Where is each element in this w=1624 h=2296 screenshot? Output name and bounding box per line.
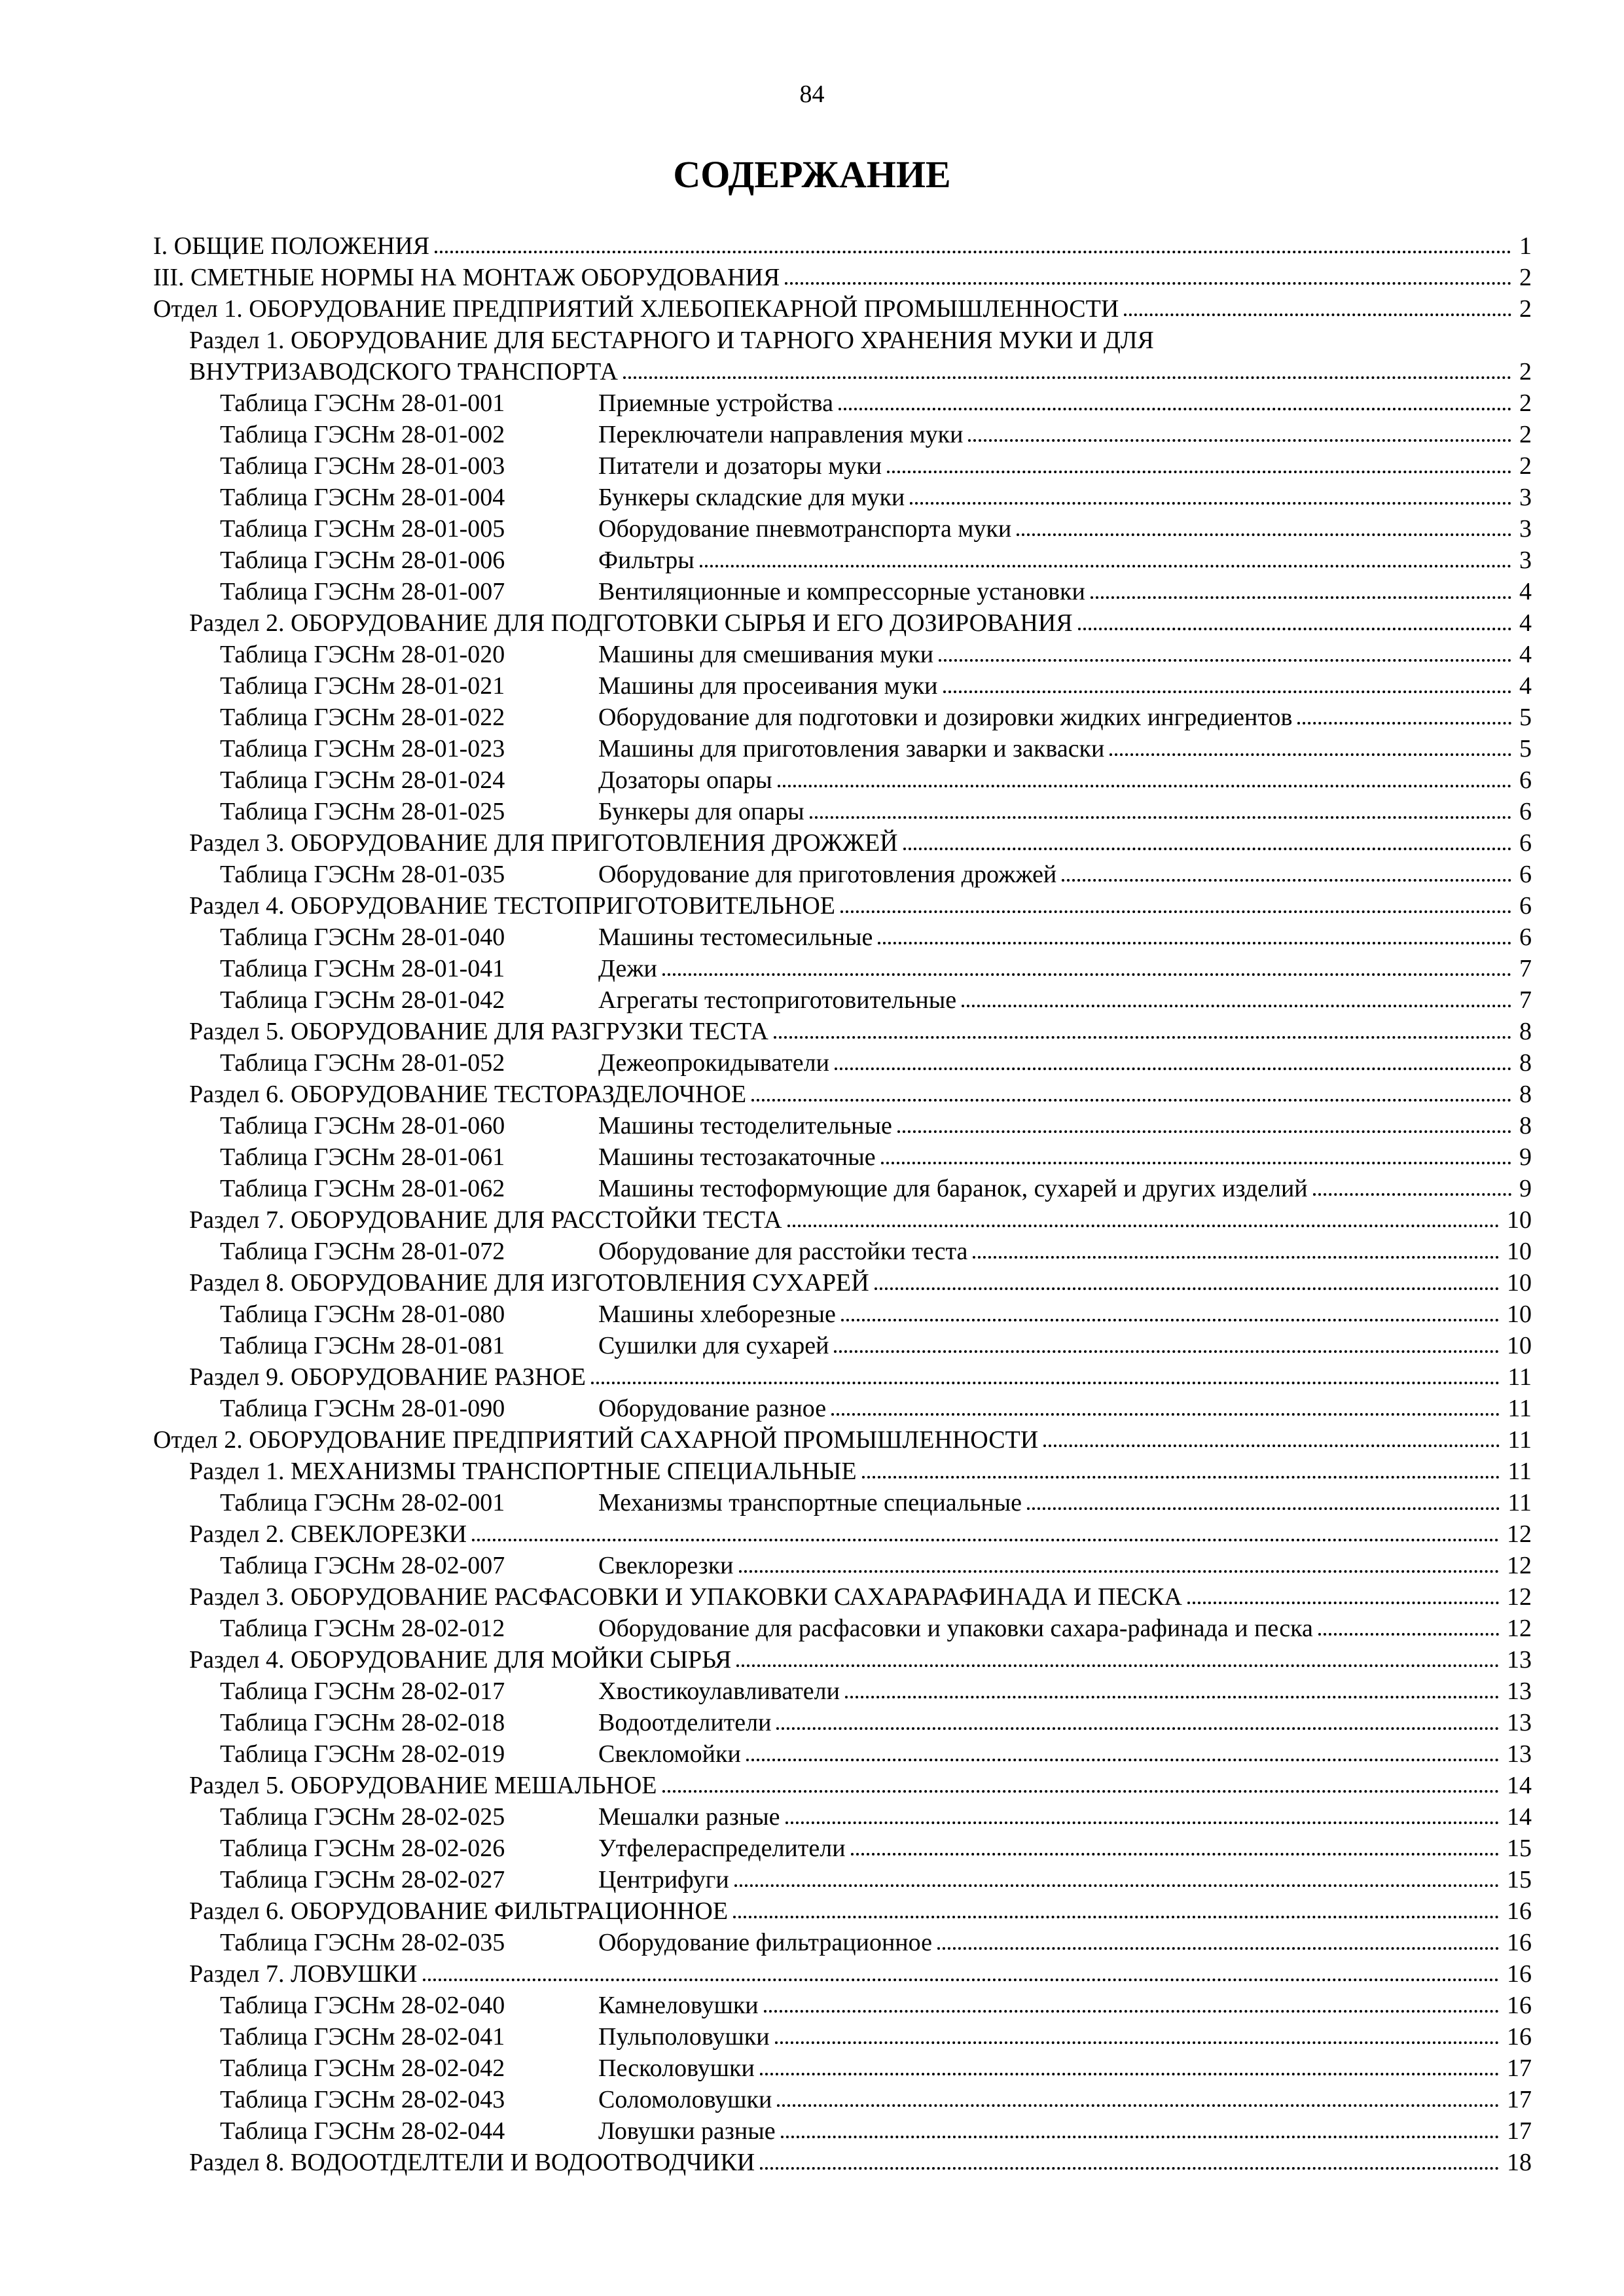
dot-leader [700,565,1511,567]
toc-entry-title: Машины тестомесильные [598,924,873,951]
toc-page-number: 13 [1507,1709,1532,1736]
dot-leader [910,502,1511,505]
dot-leader [739,1570,1500,1573]
toc-entry-title: Камнеловушки [598,1992,759,2019]
toc-table-entry[interactable] [153,419,1532,450]
toc-entry-title: Фильтры [598,547,695,574]
toc-page-number: 5 [1519,704,1532,731]
toc-section-entry[interactable] [153,1204,1532,1236]
dot-leader [973,1256,1499,1259]
toc-entry-title: Раздел 4. ОБОРУДОВАНИЕ ДЛЯ МОЙКИ СЫРЬЯ [189,1646,732,1674]
dot-leader [887,471,1511,473]
dot-leader [778,785,1511,787]
toc-entry-title: Бункеры для опары [598,798,804,825]
toc-entry-title: I. ОБЩИЕ ПОЛОЖЕНИЯ [153,232,430,260]
dot-leader [839,408,1511,410]
toc-entry-title: Оборудование для подготовки и дозировки жидких ингредиентов [598,704,1293,731]
toc-page-number: 2 [1519,389,1532,417]
toc-table-entry[interactable] [153,639,1532,670]
toc-table-code: Таблица ГЭСНм 28-02-007 [220,1552,505,1579]
dot-leader [662,973,1511,976]
toc-table-code: Таблица ГЭСНм 28-01-003 [220,452,505,480]
toc-table-entry[interactable] [153,670,1532,702]
toc-page-number: 6 [1519,861,1532,888]
dot-leader [734,1884,1499,1887]
dot-leader [787,1225,1499,1227]
toc-table-entry[interactable] [153,1173,1532,1204]
toc-table-code: Таблица ГЭСНм 28-01-060 [220,1112,505,1139]
toc-page-number: 2 [1519,295,1532,323]
toc-table-entry[interactable] [153,1047,1532,1079]
toc-division-entry[interactable] [153,230,1532,262]
toc-page-number: 13 [1507,1740,1532,1768]
toc-page-number: 5 [1519,735,1532,762]
toc-table-code: Таблица ГЭСНм 28-02-043 [220,2086,505,2113]
toc-table-entry[interactable] [153,1110,1532,1141]
toc-table-code: Таблица ГЭСНм 28-01-002 [220,421,505,448]
dot-leader [623,376,1511,379]
dot-leader [831,1413,1500,1416]
toc-entry-title: Машины для просеивания муки [598,672,938,700]
dot-leader [733,1916,1499,1918]
toc-table-code: Таблица ГЭСНм 28-02-040 [220,1992,505,2019]
dot-leader [1297,722,1511,725]
toc-entry-title: Отдел 2. ОБОРУДОВАНИЕ ПРЕДПРИЯТИЙ САХАРНОЙ ПРОМЫШЛЕННОСТИ [153,1426,1039,1454]
toc-page-number: 10 [1507,1206,1532,1234]
toc-table-entry[interactable] [153,953,1532,984]
toc-section-entry[interactable] [153,827,1532,859]
toc-section-entry[interactable] [153,1518,1532,1550]
toc-table-code: Таблица ГЭСНм 28-01-005 [220,515,505,543]
toc-entry-title: Агрегаты тестоприготовительные [598,986,957,1014]
toc-page-number: 8 [1519,1112,1532,1139]
toc-table-code: Таблица ГЭСНм 28-02-012 [220,1615,505,1642]
toc-table-entry[interactable] [153,1236,1532,1267]
toc-table-entry[interactable] [153,513,1532,545]
toc-entry-title: Машины для приготовления заварки и закваски [598,735,1105,762]
toc-table-code: Таблица ГЭСНм 28-01-001 [220,389,505,417]
toc-table-entry[interactable] [153,450,1532,482]
toc-table-entry[interactable] [153,1550,1532,1581]
toc-table-entry[interactable] [153,733,1532,764]
dot-leader [834,1350,1499,1353]
toc-table-code: Таблица ГЭСНм 28-01-041 [220,955,505,982]
dot-leader [775,2041,1499,2044]
toc-table-code: Таблица ГЭСНм 28-01-025 [220,798,505,825]
dot-leader [840,910,1511,913]
toc-page-number: 7 [1519,986,1532,1014]
toc-page-number: 8 [1519,1018,1532,1045]
dot-leader [845,1696,1499,1698]
toc-table-entry[interactable] [153,984,1532,1016]
toc-page-number: 16 [1507,1960,1532,1988]
toc-page-number: 2 [1519,421,1532,448]
dot-leader [835,1067,1511,1070]
toc-division-entry[interactable] [153,1424,1532,1456]
toc-section-entry[interactable] [153,607,1532,639]
toc-table-entry[interactable] [153,702,1532,733]
toc-section-entry[interactable] [153,1581,1532,1613]
toc-page-number: 3 [1519,484,1532,511]
toc-table-code: Таблица ГЭСНм 28-01-024 [220,766,505,794]
toc-table-code: Таблица ГЭСНм 28-02-018 [220,1709,505,1736]
toc-entry-title: Водоотделители [598,1709,772,1736]
toc-table-entry[interactable] [153,922,1532,953]
toc-table-entry[interactable] [153,1487,1532,1518]
toc-entry-title: Раздел 2. СВЕКЛОРЕЗКИ [189,1520,467,1548]
toc-table-code: Таблица ГЭСНм 28-01-042 [220,986,505,1014]
dot-leader [777,2104,1499,2107]
toc-table-code: Таблица ГЭСНм 28-01-006 [220,547,505,574]
toc-entry-title: Машины для смешивания муки [598,641,934,668]
toc-entry-title: Раздел 9. ОБОРУДОВАНИЕ РАЗНОЕ [189,1363,586,1391]
toc-table-entry[interactable] [153,859,1532,890]
toc-table-code: Таблица ГЭСНм 28-01-081 [220,1332,505,1359]
toc-entry-title: Бункеры складские для муки [598,484,905,511]
toc-page-number: 2 [1519,358,1532,386]
toc-table-entry[interactable] [153,764,1532,796]
dot-leader [760,2073,1499,2075]
toc-page-number: 8 [1519,1081,1532,1108]
toc-table-entry[interactable] [153,1990,1532,2021]
toc-entry-title: Соломоловушки [598,2086,772,2113]
dot-leader [939,659,1511,662]
toc-entry-title: Дежи [598,955,657,982]
toc-table-code: Таблица ГЭСНм 28-01-007 [220,578,505,605]
toc-entry-title: Машины тестоформующие для баранок, сухарей и других изделий [598,1175,1308,1202]
toc-page-number: 17 [1507,2054,1532,2082]
dot-leader [1027,1507,1500,1510]
toc-table-code: Таблица ГЭСНм 28-01-072 [220,1238,505,1265]
dot-leader [1078,628,1511,630]
toc-section-entry[interactable] [153,2147,1532,2178]
toc-table-entry[interactable] [153,1613,1532,1644]
toc-table-entry[interactable] [153,1330,1532,1361]
toc-table-code: Таблица ГЭСНм 28-02-017 [220,1677,505,1705]
toc-entry-title: Раздел 4. ОБОРУДОВАНИЕ ТЕСТОПРИГОТОВИТЕЛЬНОЕ [189,892,835,920]
toc-page-number: 1 [1519,232,1532,260]
toc-table-entry[interactable] [153,796,1532,827]
toc-division-entry[interactable] [153,293,1532,325]
dot-leader [881,1162,1511,1164]
toc-section-entry[interactable] [153,1079,1532,1110]
toc-page-number: 12 [1507,1520,1532,1548]
toc-entry-title: Раздел 5. ОБОРУДОВАНИЕ ДЛЯ РАЗГРУЗКИ ТЕСТА [189,1018,768,1045]
dot-leader [751,1099,1511,1102]
dot-leader [760,2167,1499,2170]
toc-page-number: 3 [1519,515,1532,543]
toc-page-number: 16 [1507,2023,1532,2051]
toc-entry-title: Раздел 1. МЕХАНИЗМЫ ТРАНСПОРТНЫЕ СПЕЦИАЛЬНЫЕ [189,1458,857,1485]
toc-table-code: Таблица ГЭСНм 28-01-040 [220,924,505,951]
dot-leader [1187,1602,1499,1604]
page-title: СОДЕРЖАНИЕ [673,153,951,196]
toc-table-entry[interactable] [153,2084,1532,2115]
toc-table-code: Таблица ГЭСНм 28-01-022 [220,704,505,731]
toc-table-entry[interactable] [153,1676,1532,1707]
toc-entry-title: Утфелераспределители [598,1835,846,1862]
toc-entry-title: Раздел 7. ОБОРУДОВАНИЕ ДЛЯ РАССТОЙКИ ТЕСТА [189,1206,782,1234]
toc-entry-title: Мешалки разные [598,1803,780,1831]
toc-table-code: Таблица ГЭСНм 28-01-004 [220,484,505,511]
toc-table-code: Таблица ГЭСНм 28-01-061 [220,1143,505,1171]
toc-section-entry[interactable] [153,1644,1532,1676]
toc-entry-title: Питатели и дозаторы муки [598,452,882,480]
toc-table-code: Таблица ГЭСНм 28-02-035 [220,1929,505,1956]
toc-section-entry[interactable] [153,1016,1532,1047]
toc-section-entry[interactable] [153,1770,1532,1801]
toc-table-entry[interactable] [153,1707,1532,1738]
toc-page-number: 2 [1519,452,1532,480]
toc-page-number: 4 [1519,641,1532,668]
toc-page-number: 16 [1507,1929,1532,1956]
toc-table-code: Таблица ГЭСНм 28-01-020 [220,641,505,668]
dot-leader [1017,533,1511,536]
dot-leader [423,1979,1500,1981]
toc-division-entry[interactable] [153,262,1532,293]
page-number: 84 [799,81,825,108]
dot-leader [851,1853,1499,1856]
table-of-contents [153,230,1532,2178]
toc-page-number: 17 [1507,2117,1532,2145]
dot-leader [962,1005,1511,1007]
dot-leader [937,1947,1499,1950]
toc-entry-title: Раздел 1. ОБОРУДОВАНИЕ ДЛЯ БЕСТАРНОГО И ТАРНОГО ХРАНЕНИЯ МУКИ И ДЛЯ ВНУТРИЗАВОДСКОГО ТРАНСПОРТА [189,327,1154,386]
toc-entry-title: Оборудование фильтрационное [598,1929,932,1956]
toc-entry-title: Хвостикоулавливатели [598,1677,840,1705]
toc-page-number: 15 [1507,1866,1532,1893]
toc-page-number: 6 [1519,829,1532,857]
dot-leader [435,251,1511,253]
toc-section-entry[interactable] [153,1895,1532,1927]
toc-table-entry[interactable] [153,1141,1532,1173]
toc-entry-title: III. СМЕТНЫЕ НОРМЫ НА МОНТАЖ ОБОРУДОВАНИЯ [153,264,780,291]
toc-entry-title: Оборудование для приготовления дрожжей [598,861,1057,888]
toc-entry-title: Вентиляционные и компрессорные установки [598,578,1085,605]
toc-page-number: 11 [1507,1363,1532,1391]
toc-table-code: Таблица ГЭСНм 28-01-062 [220,1175,505,1202]
dot-leader [776,1727,1499,1730]
toc-entry-title: Раздел 2. ОБОРУДОВАНИЕ ДЛЯ ПОДГОТОВКИ СЫРЬЯ И ЕГО ДОЗИРОВАНИЯ [189,609,1073,637]
toc-page-number: 9 [1519,1143,1532,1171]
toc-entry-title: Оборудование пневмотранспорта муки [598,515,1012,543]
toc-entry-title: Раздел 5. ОБОРУДОВАНИЕ МЕШАЛЬНОЕ [189,1772,657,1799]
toc-entry-title: Машины тестоделительные [598,1112,892,1139]
toc-section-entry[interactable] [153,1958,1532,1990]
toc-page-number: 6 [1519,924,1532,951]
toc-page-number: 12 [1507,1583,1532,1611]
toc-section-entry[interactable] [153,1267,1532,1299]
dot-leader [1318,1633,1499,1636]
toc-page-number: 11 [1507,1395,1532,1422]
dot-leader [591,1382,1500,1384]
toc-table-entry[interactable] [153,1927,1532,1958]
dot-leader [841,1319,1499,1321]
dot-leader [774,1036,1511,1039]
toc-page-number: 11 [1507,1426,1532,1454]
toc-table-code: Таблица ГЭСНм 28-02-026 [220,1835,505,1862]
toc-page-number: 6 [1519,892,1532,920]
dot-leader [781,2136,1499,2138]
toc-entry-title: Оборудование разное [598,1395,827,1422]
toc-page-number: 7 [1519,955,1532,982]
toc-page-number: 17 [1507,2086,1532,2113]
toc-table-entry[interactable] [153,1393,1532,1424]
toc-entry-title: Пульполовушки [598,2023,770,2051]
toc-page-number: 13 [1507,1677,1532,1705]
toc-page-number: 13 [1507,1646,1532,1674]
toc-table-code: Таблица ГЭСНм 28-02-027 [220,1866,505,1893]
toc-table-code: Таблица ГЭСНм 28-02-044 [220,2117,505,2145]
toc-page-number: 12 [1507,1615,1532,1642]
toc-entry-title: Свекломойки [598,1740,741,1768]
toc-entry-title: Отдел 1. ОБОРУДОВАНИЕ ПРЕДПРИЯТИЙ ХЛЕБОПЕКАРНОЙ ПРОМЫШЛЕННОСТИ [153,295,1119,323]
toc-entry-title: Центрифуги [598,1866,729,1893]
toc-page-number: 9 [1519,1175,1532,1202]
toc-entry-title: Дежеопрокидыватели [598,1049,829,1077]
toc-page-number: 11 [1507,1458,1532,1485]
toc-page-number: 10 [1507,1300,1532,1328]
toc-entry-title: Раздел 8. ОБОРУДОВАНИЕ ДЛЯ ИЗГОТОВЛЕНИЯ СУХАРЕЙ [189,1269,869,1297]
toc-section-entry[interactable] [153,1361,1532,1393]
dot-leader [903,848,1511,850]
toc-table-entry[interactable] [153,1738,1532,1770]
toc-table-code: Таблица ГЭСНм 28-01-035 [220,861,505,888]
dot-leader [662,1790,1499,1793]
dot-leader [897,1130,1511,1133]
toc-entry-title: Механизмы транспортные специальные [598,1489,1022,1516]
dot-leader [1313,1193,1511,1196]
dot-leader [472,1539,1499,1541]
toc-entry-title: Раздел 3. ОБОРУДОВАНИЕ РАСФАСОВКИ И УПАКОВКИ САХАРАРАФИНАДА И ПЕСКА [189,1583,1182,1611]
toc-entry-title: Приемные устройства [598,389,833,417]
dot-leader [1110,753,1511,756]
dot-leader [878,942,1511,944]
toc-section-entry[interactable] [153,1456,1532,1487]
toc-table-entry[interactable] [153,545,1532,576]
toc-table-entry[interactable] [153,1864,1532,1895]
toc-table-entry[interactable] [153,2021,1532,2053]
dot-leader [862,1476,1500,1479]
toc-table-entry[interactable] [153,576,1532,607]
toc-page-number: 6 [1519,766,1532,794]
toc-page-number: 10 [1507,1269,1532,1297]
toc-page-number: 12 [1507,1552,1532,1579]
toc-page-number: 3 [1519,547,1532,574]
dot-leader [810,816,1511,819]
toc-table-code: Таблица ГЭСНм 28-02-025 [220,1803,505,1831]
toc-page-number: 16 [1507,1992,1532,2019]
toc-table-entry[interactable] [153,387,1532,419]
toc-table-code: Таблица ГЭСНм 28-01-023 [220,735,505,762]
dot-leader [785,282,1511,285]
toc-page-number: 18 [1507,2149,1532,2176]
dot-leader [736,1664,1499,1667]
toc-entry-title: Машины тестозакаточные [598,1143,876,1171]
dot-leader [1043,1444,1500,1447]
toc-table-code: Таблица ГЭСНм 28-01-021 [220,672,505,700]
toc-page-number: 14 [1507,1772,1532,1799]
toc-page-number: 14 [1507,1803,1532,1831]
dot-leader [1062,879,1511,882]
toc-table-code: Таблица ГЭСНм 28-02-001 [220,1489,505,1516]
dot-leader [1124,314,1511,316]
toc-table-code: Таблица ГЭСНм 28-02-042 [220,2054,505,2082]
dot-leader [746,1759,1499,1761]
toc-entry-title: Дозаторы опары [598,766,772,794]
dot-leader [785,1821,1500,1824]
toc-section-entry[interactable] [153,325,1532,387]
toc-page-number: 10 [1507,1332,1532,1359]
toc-page-number: 4 [1519,578,1532,605]
toc-table-code: Таблица ГЭСНм 28-02-041 [220,2023,505,2051]
dot-leader [1091,596,1511,599]
toc-entry-title: Свеклорезки [598,1552,734,1579]
dot-leader [968,439,1511,442]
toc-entry-title: Машины хлеборезные [598,1300,836,1328]
toc-entry-title: Раздел 3. ОБОРУДОВАНИЕ ДЛЯ ПРИГОТОВЛЕНИЯ ДРОЖЖЕЙ [189,829,898,857]
toc-table-code: Таблица ГЭСНм 28-01-052 [220,1049,505,1077]
toc-table-code: Таблица ГЭСНм 28-01-090 [220,1395,505,1422]
toc-table-entry[interactable] [153,1833,1532,1864]
toc-table-code: Таблица ГЭСНм 28-01-080 [220,1300,505,1328]
toc-page-number: 4 [1519,672,1532,700]
toc-entry-title: Раздел 8. ВОДООТДЕЛТЕЛИ И ВОДООТВОДЧИКИ [189,2149,755,2176]
toc-table-entry[interactable] [153,2053,1532,2084]
toc-entry-title: Переключатели направления муки [598,421,964,448]
toc-table-entry[interactable] [153,1299,1532,1330]
toc-page-number: 11 [1507,1489,1532,1516]
toc-page-number: 8 [1519,1049,1532,1077]
toc-table-code: Таблица ГЭСНм 28-02-019 [220,1740,505,1768]
dot-leader [764,2010,1499,2013]
toc-table-entry[interactable] [153,482,1532,513]
toc-entry-title: Оборудование для расфасовки и упаковки сахара-рафинада и песка [598,1615,1313,1642]
toc-page-number: 16 [1507,1897,1532,1925]
toc-entry-title: Сушилки для сухарей [598,1332,829,1359]
toc-entry-title: Раздел 6. ОБОРУДОВАНИЕ ТЕСТОРАЗДЕЛОЧНОЕ [189,1081,747,1108]
toc-entry-title: Раздел 6. ОБОРУДОВАНИЕ ФИЛЬТРАЦИОННОЕ [189,1897,729,1925]
toc-table-entry[interactable] [153,1801,1532,1833]
toc-page-number: 6 [1519,798,1532,825]
dot-leader [943,691,1511,693]
toc-section-entry[interactable] [153,890,1532,922]
toc-page-number: 2 [1519,264,1532,291]
dot-leader [875,1287,1499,1290]
toc-entry-title: Песколовушки [598,2054,755,2082]
toc-page-number: 15 [1507,1835,1532,1862]
toc-table-entry[interactable] [153,2115,1532,2147]
toc-entry-title: Раздел 7. ЛОВУШКИ [189,1960,418,1988]
toc-entry-title: Ловушки разные [598,2117,776,2145]
toc-page-number: 10 [1507,1238,1532,1265]
toc-entry-title: Оборудование для расстойки теста [598,1238,968,1265]
toc-page-number: 4 [1519,609,1532,637]
